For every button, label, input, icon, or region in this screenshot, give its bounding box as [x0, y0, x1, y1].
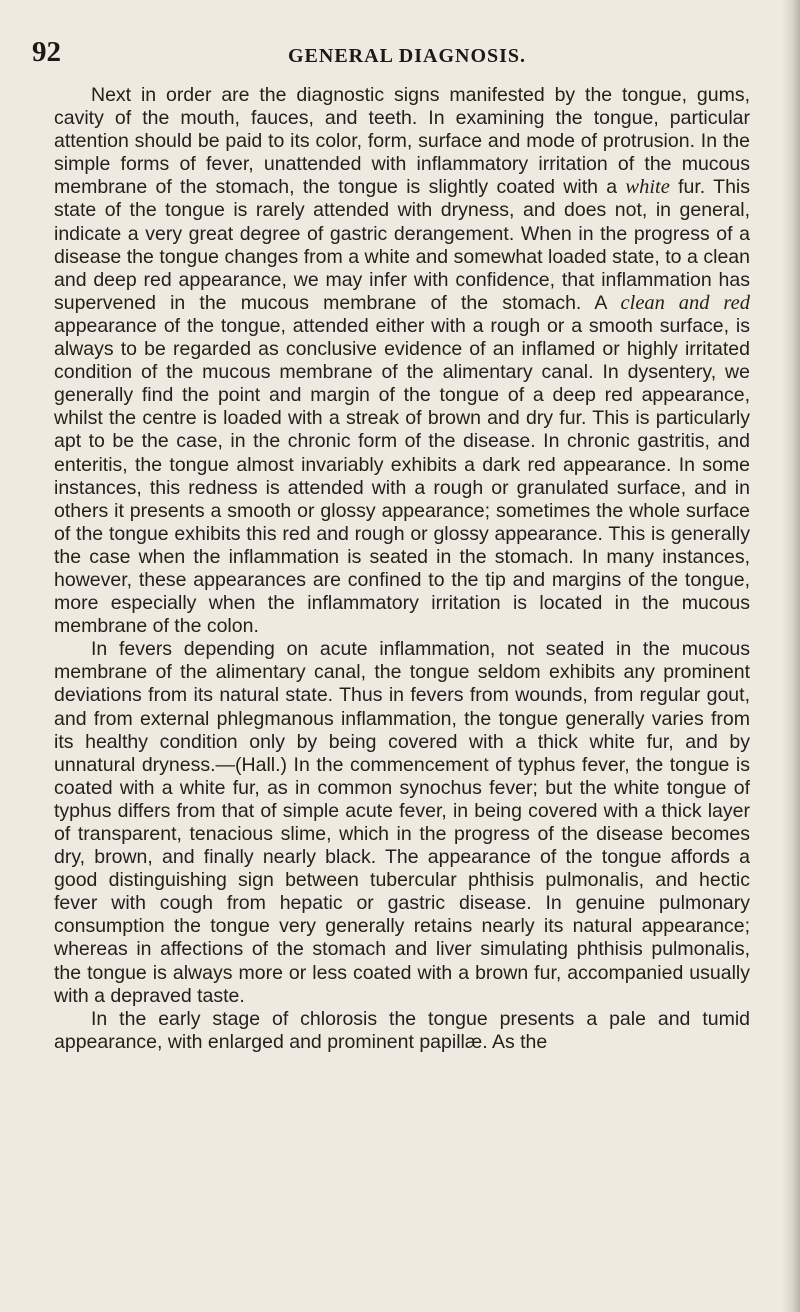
running-title: GENERAL DIAGNOSIS. [288, 45, 527, 67]
paragraph-1-part-2: fur. This state of the tongue is rarely attended with dryness, and does not, in general, indicate a very great degree of gastric derangement. When in the progress of a disease the tongue changes from a white and somewhat loaded state, to a clean and deep red appearance, we may infer with confidence, that inflammation has supervened in the mucous membrane of the stomach. A [54, 176, 750, 314]
paragraph-1-part-1: Next in order are the diagnostic signs manifested by the tongue, gums, cavity of the mouth, fauces, and teeth. In examining the tongue, particular attention should be paid to its color, form, surface and mode of protrusion. In the simple forms of fever, unattended with inflammatory irritation of the mucous membrane of the stomach, the tongue is slightly coated with a [54, 84, 750, 199]
paragraph-tongue-signs [54, 84, 750, 638]
paragraph-chlorosis: In the early stage of chlorosis the tongue presents a pale and tumid appearance, with enlarged and prominent papillæ. As the [54, 1007, 750, 1053]
page-number: 92 [32, 36, 61, 68]
paragraph-1-part-3: appearance of the tongue, attended either with a rough or a smooth surface, is always to be regarded as conclusive evidence of an inflamed or highly irritated condition of the mucous membrane of the alimentary canal. In dysentery, we generally find the point and margin of the tongue of a deep red appearance, whilst the centre is loaded with a streak of brown and dry fur. This is particularly apt to be the case, in the chronic form of the disease. In chronic gastritis, and enteritis, the tongue almost invariably exhibits a dark red appearance. In some instances, this redness is attended with a rough or granulated surface, and in others it presents a smooth or glossy appearance; sometimes the whole surface of the tongue exhibits this red and rough or glossy appearance. This is generally the case when the inflammation is seated in the stomach. In many instances, however, these appearances are confined to the tip and margins of the tongue, more especially when the inflammatory irritation is located in the mucous membrane of the colon. [54, 314, 750, 638]
page-edge-shadow [782, 0, 800, 1312]
paragraph-fevers: In fevers depending on acute inflammation, not seated in the mucous membrane of the alimentary canal, the tongue seldom exhibits any prominent deviations from its natural state. Thus in fevers from wounds, from regular gout, and from external phlegmanous inflammation, the tongue generally varies from its healthy condition only by being covered with a thick white fur, and by unnatural dryness.—(Hall.) In the commencement of typhus fever, the tongue is coated with a white fur, as in common synochus fever; but the white tongue of typhus differs from that of simple acute fever, in being covered with a thick layer of transparent, tenacious slime, which in the progress of the disease becomes dry, brown, and finally nearly black. The appearance of the tongue affords a good distinguishing sign between tubercular phthisis pulmonalis, and hectic fever with cough from hepatic or gastric disease. In genuine pulmonary consumption the tongue very generally retains nearly its natural appearance; whereas in affections of the stomach and liver simulating phthisis pulmonalis, the tongue is always more or less coated with a brown fur, accompanied usually with a depraved taste. [54, 638, 750, 1007]
italic-white: white [625, 176, 670, 199]
page-header [0, 36, 800, 76]
body-text [54, 84, 750, 1054]
italic-clean-and-red: clean and red [620, 291, 750, 314]
